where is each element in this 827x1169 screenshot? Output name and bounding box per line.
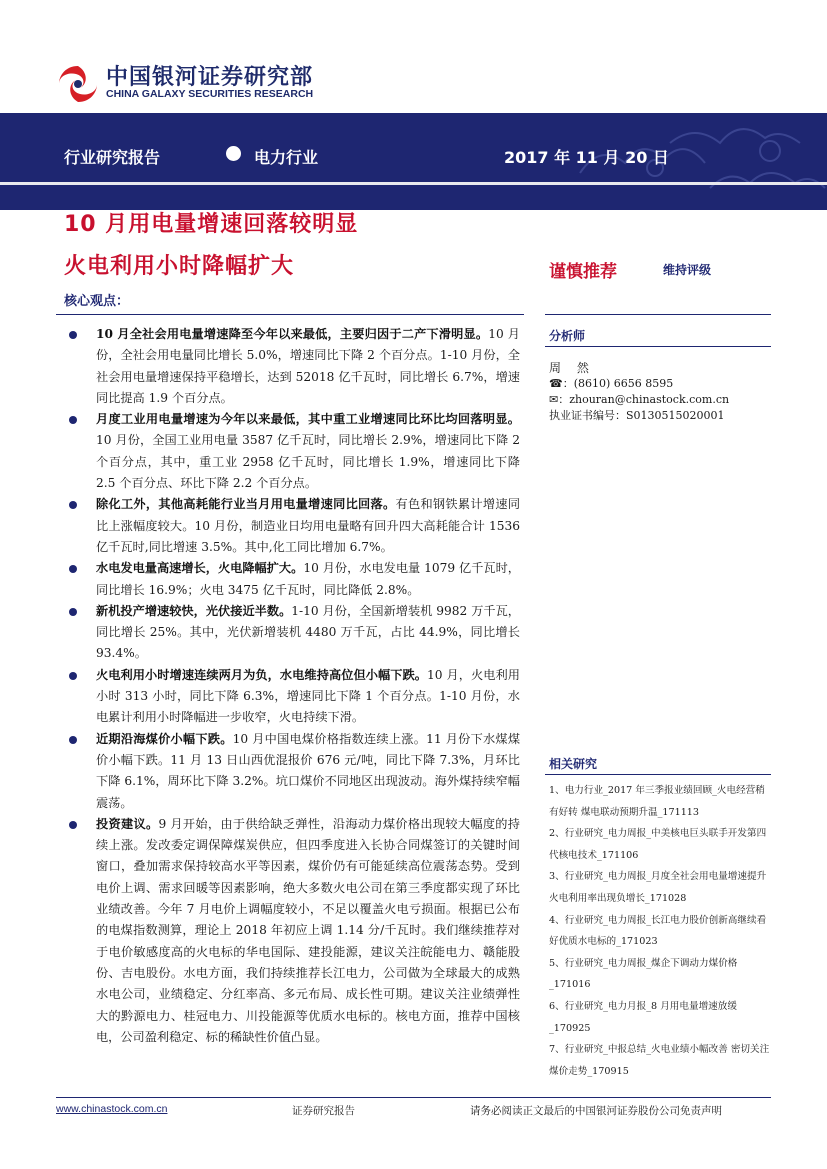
related-item[interactable]: 4、行业研究_电力周报_长江电力股价创新高继续看好优质水电标的_171023 [549, 914, 767, 948]
list-item [64, 814, 520, 1048]
analyst-name: 周 然 [549, 361, 595, 375]
bullet-heading: 新机投产增速较快，光伏接近半数。 [96, 603, 292, 618]
bullet-heading: 除化工外，其他高耗能行业当月用电量增速同比回落。 [96, 497, 396, 512]
bullet-text: 10 月份，全国工业用电量 3587 亿千瓦时，同比增长 2.9%，增速同比下降 2 个百分点，其中，重工业 2958 亿千瓦时，同比增长 1.9%，增速同比下降 2.5 个百分点、环比下降 2.2 个百分点。 [96, 433, 520, 491]
footer-disclaimer: 请务必阅读正文最后的中国银河证券股份公司免责声明 [470, 1105, 722, 1117]
bullet-text: 10 月份，水电发电量 1079 亿千瓦时，同比增长 16.9%；火电 3475 亿千瓦时，同比降低 2.8%。 [96, 561, 520, 597]
list-item [64, 494, 520, 558]
galaxy-swirl-icon [56, 62, 100, 106]
bullet-text: 有色和钢铁累计增速同比上涨幅度较大。10 月份，制造业日均用电量略有回升四大高耗能合计 1536 亿千瓦时,同比增速 3.5%。其中,化工同比增加 6.7%。 [96, 497, 521, 554]
bullet-heading: 近期沿海煤价小幅下跌。 [96, 731, 233, 746]
related-list [549, 780, 771, 1082]
bullet-icon [69, 608, 77, 616]
bullet-text: 10 月，火电利用小时 313 小时，同比下降 6.3%，增速同比下降 1 个百分点。1-10 月份，水电累计利用小时降幅进一步收窄，火电持续下滑。 [96, 667, 520, 725]
bullet-text: 1-10 月份，全国新增装机 9982 万千瓦，同比增长 25%。其中，光伏新增装机 4480 万千瓦，占比 44.9%，同比增长 93.4%。 [96, 603, 520, 661]
list-item [64, 558, 520, 601]
related-heading: 相关研究 [549, 757, 598, 771]
bullet-icon [69, 736, 77, 744]
core-views-label: 核心观点： [64, 294, 130, 309]
list-item [64, 409, 520, 494]
bullet-heading: 火电利用小时增速连续两月为负，水电维持高位但小幅下跌。 [96, 667, 428, 682]
bullet-heading: 水电发电量高速增长，火电降幅扩大。 [96, 561, 304, 576]
footer-divider [56, 1097, 771, 1098]
analyst-license: 执业证书编号：S0130515020001 [549, 409, 725, 422]
report-title-line1: 10 月用电量增速回落较明显 [64, 212, 359, 237]
related-item[interactable]: 2、行业研究_电力周报_中美核电巨头联手开发第四代核电技术_171106 [549, 828, 767, 861]
bullet-heading: 10 月全社会用电量增速降至今年以来最低，主要归因于二产下滑明显。 [96, 327, 489, 341]
bullet-icon [69, 331, 77, 339]
logo-english-name: CHINA GALAXY SECURITIES RESEARCH [106, 88, 314, 100]
bullet-text: 10 月中国电煤价格指数连续上涨。11 月份下水煤煤价小幅下跌。11 月 13 日山西优混报价 676 元/吨，同比下降 7.3%，月环比下降 6.1%，周环比下降 3.2%。坑口煤价不同地区出现波动。海外煤持续窄幅震荡。 [96, 731, 521, 810]
bullet-icon [69, 565, 77, 573]
bullet-text: 10 月份，全社会用电量同比增长 5.0%，增速同比下降 2 个百分点。1-10 月份，全社会用电量增速保持平稳增长，达到 52018 亿千瓦时，同比增长 6.7%，增速同比提高 1.9 个百分点。 [96, 327, 520, 405]
analyst-divider [545, 346, 771, 347]
bullet-dot-icon [226, 146, 241, 161]
footer-report-label: 证券研究报告 [292, 1105, 355, 1117]
logo-chinese-name: 中国银河证券研究部 [106, 65, 314, 90]
list-item [64, 729, 520, 814]
bullet-icon [69, 672, 77, 680]
related-divider [545, 774, 771, 775]
report-type: 行业研究报告 [64, 148, 161, 167]
related-item[interactable]: 3、行业研究_电力周报_月度全社会用电量增速提升 火电利用率出现负增长_171028 [549, 871, 767, 904]
footer-website-link[interactable]: www.chinastock.com.cn [56, 1103, 168, 1115]
industry-label: 电力行业 [254, 148, 319, 167]
report-date: 2017 年 11 月 20 日 [504, 148, 669, 167]
core-divider [56, 314, 524, 315]
bullet-heading: 投资建议。 [96, 816, 159, 831]
report-title-line2: 火电利用小时降幅扩大 [64, 254, 295, 279]
list-item [64, 601, 520, 665]
core-views-list [64, 324, 520, 1048]
related-item[interactable]: 7、行业研究_中报总结_火电业绩小幅改善 密切关注煤价走势_170915 [549, 1044, 770, 1077]
banner-divider [0, 182, 827, 185]
list-item [64, 665, 520, 729]
related-item[interactable]: 6、行业研究_电力月报_8 月用电量增速放缓_170925 [549, 1000, 737, 1034]
related-item[interactable]: 5、行业研究_电力周报_煤企下调动力煤价格_171016 [549, 957, 738, 991]
bullet-icon [69, 416, 77, 424]
related-item[interactable]: 1、电力行业_2017 年三季报业绩回顾_火电经营稍有好转 煤电联动预期升温_171113 [549, 785, 765, 818]
bullet-heading: 月度工业用电量增速为今年以来最低，其中重工业增速同比环比均回落明显。 [96, 412, 520, 427]
analyst-info [549, 360, 729, 424]
analyst-phone: ☎：(8610) 6656 8595 [549, 377, 674, 390]
bullet-icon [69, 821, 77, 829]
rating-note: 维持评级 [663, 263, 712, 277]
analyst-email[interactable]: ✉：zhouran@chinastock.com.cn [549, 393, 730, 406]
analyst-heading: 分析师 [549, 329, 586, 343]
sidebar-top-divider [545, 314, 771, 315]
bullet-text: 9 月开始，由于供给缺乏弹性，沿海动力煤价格出现较大幅度的持续上涨。发改委定调保障煤炭供应，但四季度进入长协合同煤签订的关键时间窗口，叠加需求保持较高水平等因素，煤价仍有可能延续高位震荡态势。受到电价上调、需求回暖等因素影响，绝大多数火电公司在第三季度都实现了环比业绩改善。今年 7 月电价上调幅度较小，不足以覆盖火电亏损面。根据已公布的电煤指数测算，理论上 2018 年初应上调 1.14 分/千瓦时。我们继续推荐对于电价敏感度高的火电标的华电国际、建投能源，建议关注皖能电力、赣能股份、吉电股份。水电方面，我们持续推荐长江电力，公司做为全球最大的成熟水电公司，业绩稳定、分红率高、多元布局、成长性可期。建议关注业绩弹性大的黔源电力、桂冠电力、川投能源等优质水电标的。核电方面，推荐中国核电，公司盈利稳定、标的稀缺性价值凸显。 [96, 816, 520, 1044]
list-item [64, 324, 520, 409]
rating-value: 谨慎推荐 [549, 262, 617, 282]
company-logo [56, 60, 346, 108]
bullet-icon [69, 501, 77, 509]
